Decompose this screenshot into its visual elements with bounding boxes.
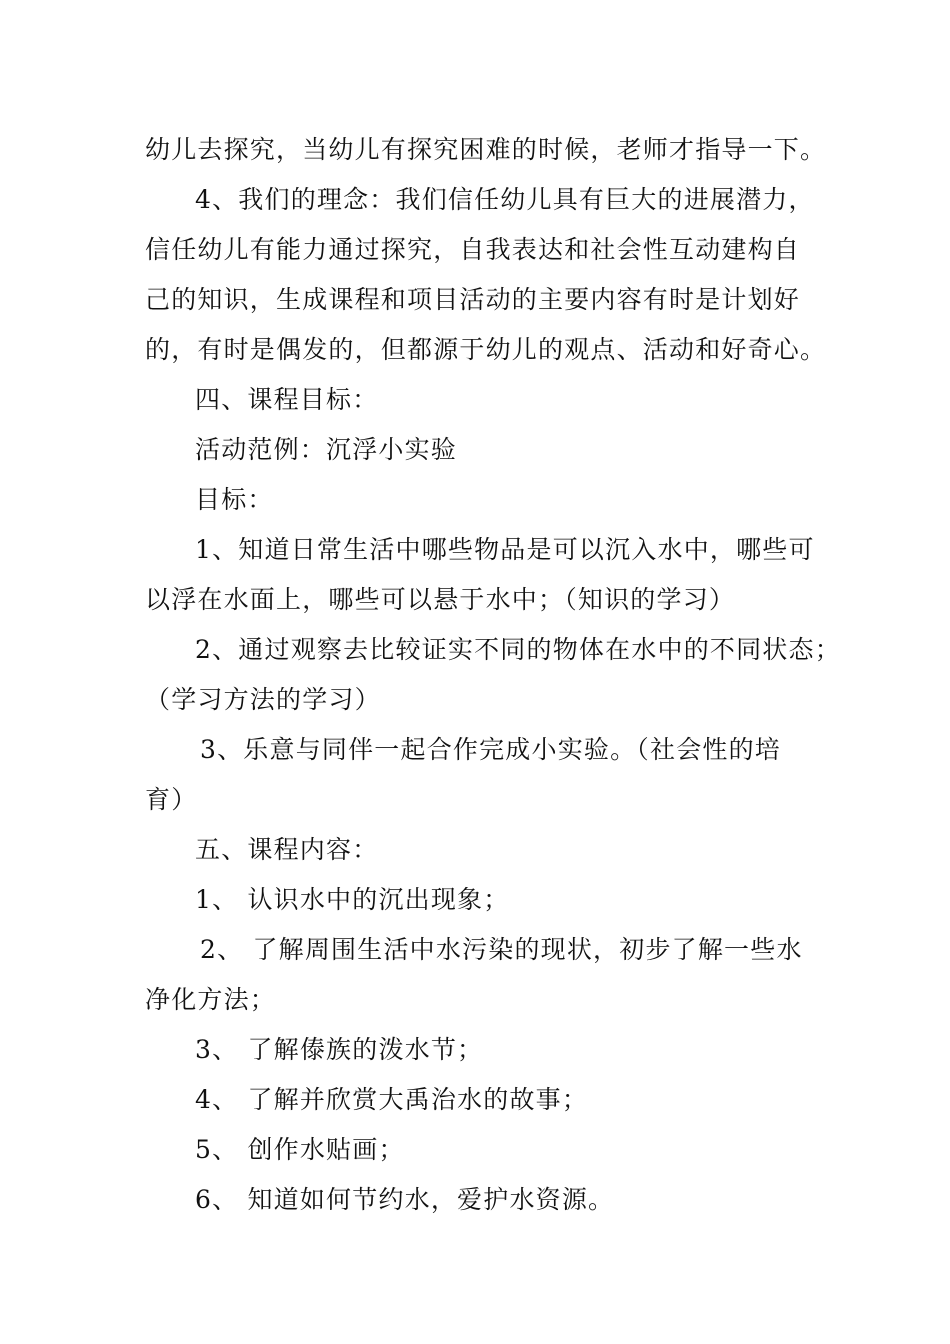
text-line: 3、乐意与同伴一起合作完成小实验。（社会性的培 bbox=[200, 735, 782, 764]
text-line: 目标： bbox=[195, 485, 274, 514]
list-item: 3、 了解傣族的泼水节； bbox=[195, 1035, 484, 1064]
text-line: 净化方法； bbox=[145, 985, 277, 1014]
text-line: 活动范例：沉浮小实验 bbox=[195, 435, 458, 464]
list-item: 2、 了解周围生活中水污染的现状，初步了解一些水 bbox=[200, 935, 803, 964]
list-item: 5、 创作水贴画； bbox=[195, 1135, 405, 1164]
text-line: 己的知识，生成课程和项目活动的主要内容有时是计划好 bbox=[145, 285, 801, 314]
text-line: （学习方法的学习） bbox=[145, 685, 381, 714]
text-line: 4、我们的理念：我们信任幼儿具有巨大的进展潜力， bbox=[195, 185, 815, 214]
section-heading: 五、课程内容： bbox=[195, 835, 379, 864]
text-line: 的，有时是偶发的，但都源于幼儿的观点、活动和好奇心。 bbox=[145, 335, 827, 364]
text-line: 1、知道日常生活中哪些物品是可以沉入水中，哪些可 bbox=[195, 535, 815, 564]
list-item: 4、 了解并欣赏大禹治水的故事； bbox=[195, 1085, 589, 1114]
list-item: 1、 认识水中的沉出现象； bbox=[195, 885, 510, 914]
text-line: 以浮在水面上，哪些可以悬于水中；（知识的学习） bbox=[145, 585, 736, 614]
list-item: 6、 知道如何节约水，爱护水资源。 bbox=[195, 1185, 615, 1214]
section-heading: 四、课程目标： bbox=[195, 385, 379, 414]
text-line: 幼儿去探究，当幼儿有探究困难的时候，老师才指导一下。 bbox=[145, 135, 827, 164]
text-line: 育） bbox=[145, 785, 198, 814]
text-line: 2、通过观察去比较证实不同的物体在水中的不同状态； bbox=[195, 635, 841, 664]
text-line: 信任幼儿有能力通过探究，自我表达和社会性互动建构自 bbox=[145, 235, 801, 264]
